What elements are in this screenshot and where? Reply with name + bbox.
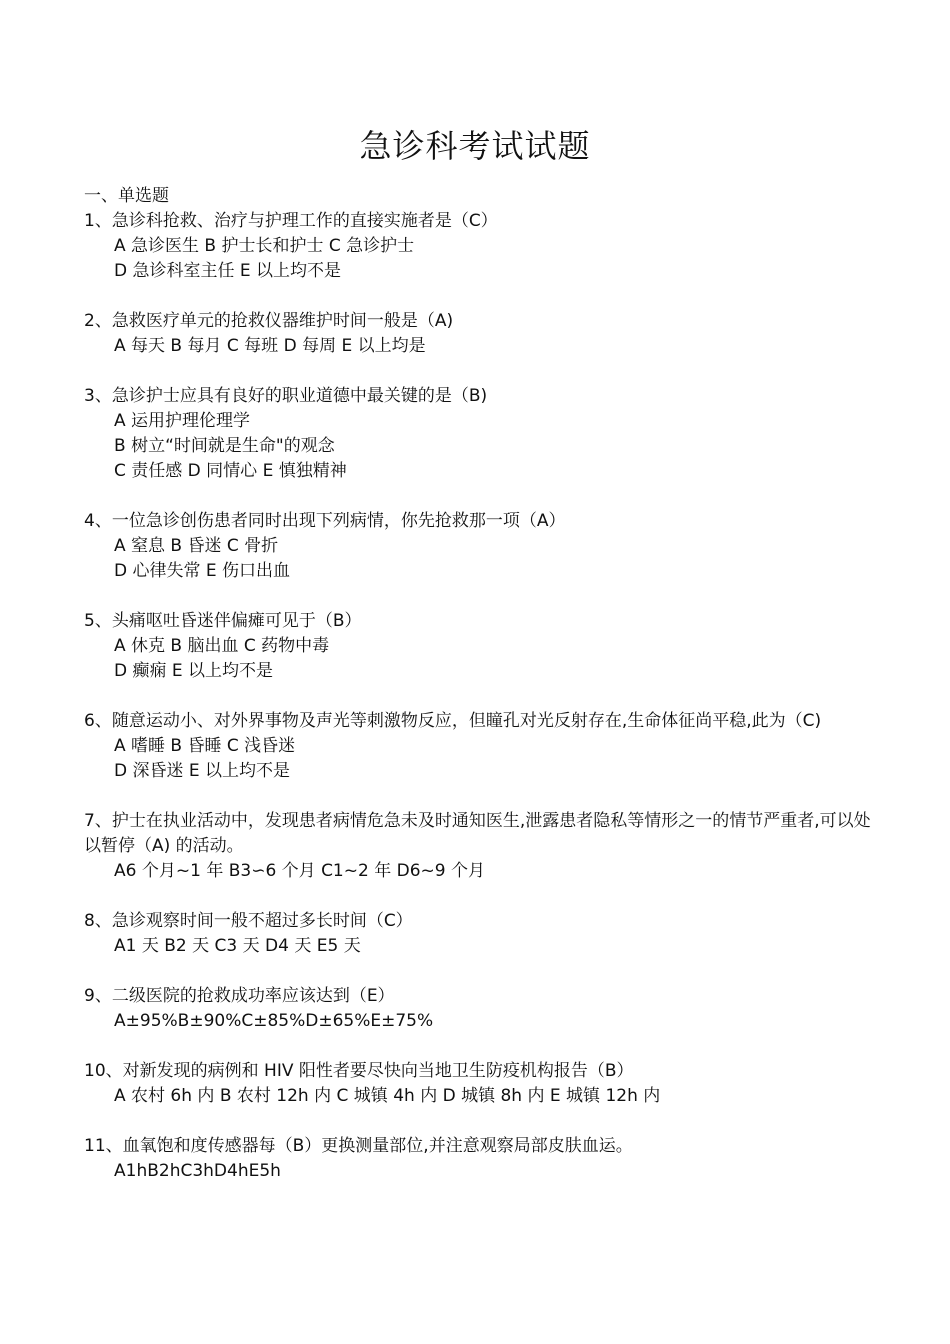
question-stem: 7、护士在执业活动中，发现患者病情危急未及时通知医生,泄露患者隐私等情形之一的情节严重者,可以处以暂停（A) 的活动。	[84, 811, 871, 856]
question-stem: 6、随意运动小、对外界事物及声光等刺激物反应，但瞳孔对光反射存在,生命体征尚平稳,此为（C)	[84, 711, 822, 731]
question-item	[84, 309, 874, 359]
question-item	[84, 984, 874, 1034]
question-options: D 心律失常 E 伤口出血	[114, 561, 291, 581]
question-list	[84, 209, 874, 1184]
question-item	[84, 509, 874, 584]
question-options: A 运用护理伦理学	[114, 411, 251, 431]
question-options: A 每天 B 每月 C 每班 D 每周 E 以上均是	[114, 336, 426, 356]
question-options: A1hB2hC3hD4hE5h	[114, 1161, 281, 1181]
question-item	[84, 1059, 874, 1109]
question-options: A1 天 B2 天 C3 天 D4 天 E5 天	[114, 936, 361, 956]
question-stem: 5、头痛呕吐昏迷伴偏瘫可见于（B）	[84, 611, 362, 631]
question-options: A 窒息 B 昏迷 C 骨折	[114, 536, 279, 556]
question-stem: 10、对新发现的病例和 HIV 阳性者要尽快向当地卫生防疫机构报告（B）	[84, 1061, 634, 1081]
section-heading: 一、单选题	[84, 186, 169, 206]
question-options: A 嗜睡 B 昏睡 C 浅昏迷	[114, 736, 296, 756]
question-stem: 9、二级医院的抢救成功率应该达到（E）	[84, 986, 395, 1006]
question-stem: 3、急诊护士应具有良好的职业道德中最关键的是（B)	[84, 386, 488, 406]
exam-content	[84, 184, 874, 1209]
question-stem: 4、一位急诊创伤患者同时出现下列病情，你先抢救那一项（A）	[84, 511, 566, 531]
question-item	[84, 809, 874, 884]
question-options: A 休克 B 脑出血 C 药物中毒	[114, 636, 330, 656]
question-options: B 树立“时间就是生命"的观念	[114, 436, 335, 456]
question-stem: 2、急救医疗单元的抢救仪器维护时间一般是（A)	[84, 311, 454, 331]
question-item	[84, 609, 874, 684]
question-options: D 急诊科室主任 E 以上均不是	[114, 261, 342, 281]
question-stem: 8、急诊观察时间一般不超过多长时间（C）	[84, 911, 413, 931]
question-item	[84, 209, 874, 284]
question-options: A6 个月~1 年 B3∽6 个月 C1~2 年 D6~9 个月	[114, 861, 485, 881]
question-item	[84, 709, 874, 784]
question-options: A±95%B±90%C±85%D±65%E±75%	[114, 1011, 434, 1031]
question-stem: 1、急诊科抢救、治疗与护理工作的直接实施者是（C）	[84, 211, 498, 231]
question-options: D 癫痫 E 以上均不是	[114, 661, 274, 681]
question-options: A 农村 6h 内 B 农村 12h 内 C 城镇 4h 内 D 城镇 8h 内 E 城镇 12h 内	[114, 1086, 661, 1106]
question-options: C 责任感 D 同情心 E 慎独精神	[114, 461, 347, 481]
question-item	[84, 384, 874, 484]
question-options: D 深昏迷 E 以上均不是	[114, 761, 291, 781]
document-title: 急诊科考试试题	[359, 127, 591, 166]
question-item	[84, 909, 874, 959]
question-item	[84, 1134, 874, 1184]
question-stem: 11、血氧饱和度传感器每（B）更换测量部位,并注意观察局部皮肤血运。	[84, 1136, 633, 1156]
question-options: A 急诊医生 B 护士长和护士 C 急诊护士	[114, 236, 415, 256]
